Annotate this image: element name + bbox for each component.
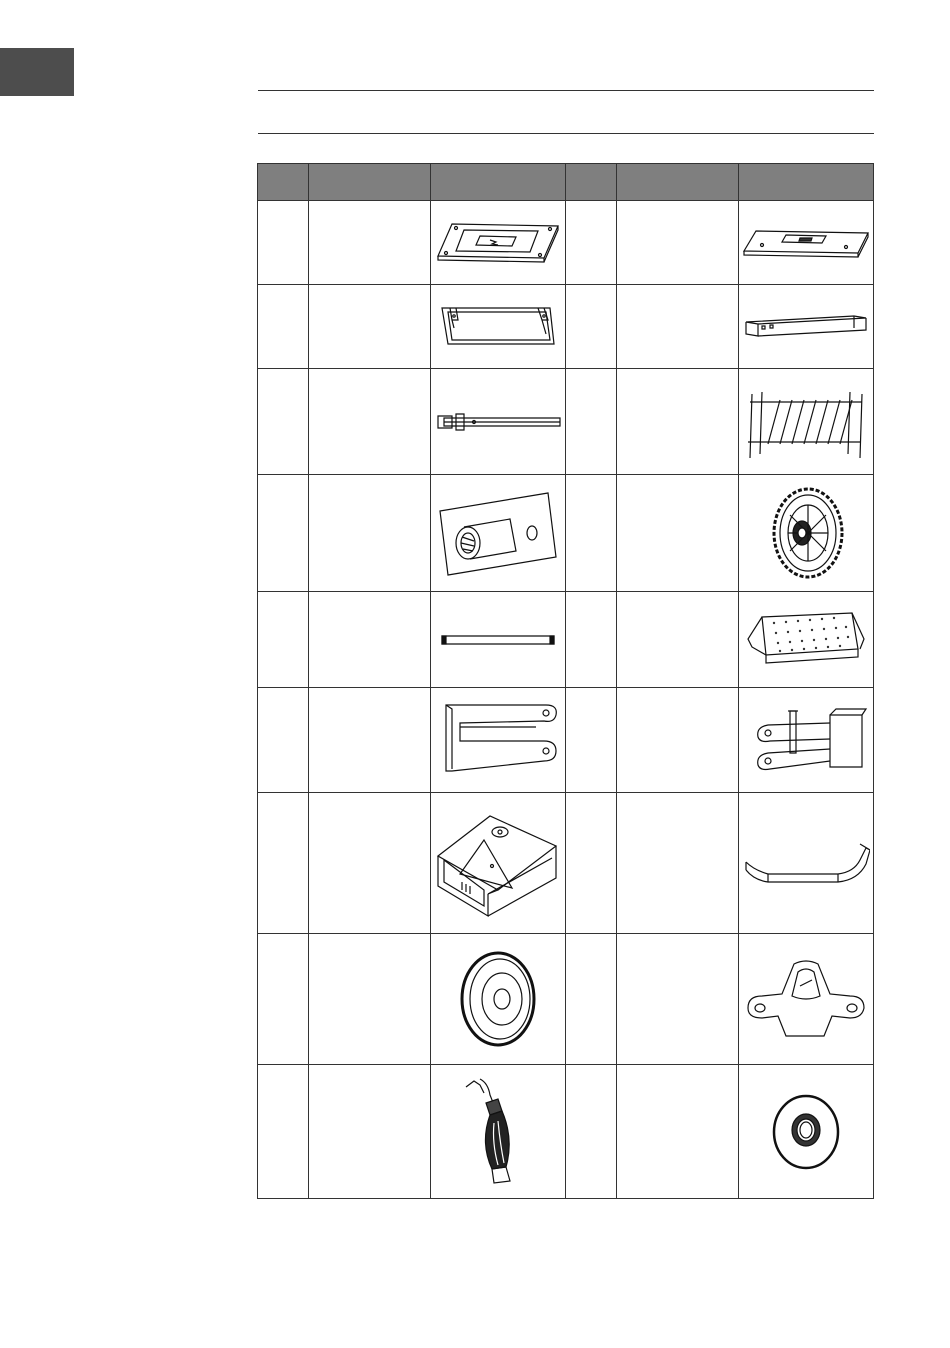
language-tab xyxy=(0,48,74,96)
part-image-cell xyxy=(431,475,566,592)
part-image-cell xyxy=(431,201,566,285)
header-no-left xyxy=(258,164,309,201)
table-row xyxy=(258,1065,874,1199)
part-image-cell xyxy=(431,793,566,934)
part-name xyxy=(309,475,431,592)
part-number xyxy=(258,592,309,688)
part-name xyxy=(309,934,431,1065)
washer-ring-icon xyxy=(770,1092,842,1172)
part-name xyxy=(617,793,739,934)
part-number xyxy=(566,1065,617,1199)
part-name xyxy=(309,201,431,285)
part-number xyxy=(566,285,617,369)
header-name-left xyxy=(309,164,431,201)
table-row xyxy=(258,285,874,369)
header-image-right xyxy=(739,164,874,201)
part-name xyxy=(309,688,431,793)
part-image-cell xyxy=(431,1065,566,1199)
part-number xyxy=(566,592,617,688)
part-number xyxy=(258,201,309,285)
part-name xyxy=(617,934,739,1065)
burner-housing-icon xyxy=(434,804,562,922)
handle-bar-icon xyxy=(742,838,870,888)
wheel-icon xyxy=(766,485,846,581)
part-number xyxy=(566,201,617,285)
mounting-clip-icon xyxy=(742,956,870,1042)
long-leg-tube-icon xyxy=(434,410,562,434)
table-row xyxy=(258,369,874,475)
part-name xyxy=(309,592,431,688)
part-image-cell xyxy=(431,285,566,369)
part-name xyxy=(617,285,739,369)
hinge-bracket-icon xyxy=(744,697,868,783)
header-name-right xyxy=(617,164,739,201)
part-number xyxy=(566,475,617,592)
part-image-cell xyxy=(739,793,874,934)
regulator-mount-plate-icon xyxy=(436,487,560,579)
table-row xyxy=(258,475,874,592)
part-number xyxy=(258,793,309,934)
part-image-cell xyxy=(739,1065,874,1199)
part-image-cell xyxy=(431,369,566,475)
parts-list-table xyxy=(257,163,874,1199)
table-row xyxy=(258,688,874,793)
round-cap-icon xyxy=(456,947,540,1051)
u-bracket-icon xyxy=(436,697,560,783)
part-image-cell xyxy=(739,285,874,369)
part-name xyxy=(309,369,431,475)
perforated-tray-icon xyxy=(742,609,870,671)
table-row xyxy=(258,793,874,934)
gas-hose-bulb-icon xyxy=(458,1073,538,1191)
table-row xyxy=(258,934,874,1065)
table-header-row xyxy=(258,164,874,201)
part-number xyxy=(258,934,309,1065)
table-row xyxy=(258,592,874,688)
part-image-cell xyxy=(431,592,566,688)
part-name xyxy=(309,285,431,369)
part-name xyxy=(617,1065,739,1199)
axle-rod-icon xyxy=(436,632,560,648)
part-number xyxy=(566,793,617,934)
part-number xyxy=(566,369,617,475)
part-number xyxy=(258,285,309,369)
title-rule-bottom xyxy=(258,133,874,134)
part-number xyxy=(258,475,309,592)
part-image-cell xyxy=(739,934,874,1065)
part-name xyxy=(617,475,739,592)
part-image-cell xyxy=(739,592,874,688)
part-image-cell xyxy=(431,934,566,1065)
part-name xyxy=(309,793,431,934)
part-image-cell xyxy=(739,475,874,592)
part-image-cell xyxy=(739,201,874,285)
part-image-cell xyxy=(739,369,874,475)
part-number xyxy=(258,1065,309,1199)
part-name xyxy=(617,369,739,475)
part-number xyxy=(566,688,617,793)
header-no-right xyxy=(566,164,617,201)
part-name xyxy=(309,1065,431,1199)
part-name xyxy=(617,688,739,793)
header-image-left xyxy=(431,164,566,201)
part-name xyxy=(617,592,739,688)
table-row xyxy=(258,201,874,285)
part-image-cell xyxy=(739,688,874,793)
side-shelf-plate-icon xyxy=(742,223,870,263)
title-rule-top xyxy=(258,90,874,91)
square-leg-tube-icon xyxy=(742,312,870,342)
part-number xyxy=(258,369,309,475)
part-image-cell xyxy=(431,688,566,793)
lower-rack-icon xyxy=(742,382,870,462)
part-number xyxy=(566,934,617,1065)
top-plate-icon xyxy=(434,218,562,268)
part-name xyxy=(617,201,739,285)
bottom-frame-icon xyxy=(438,304,558,350)
part-number xyxy=(258,688,309,793)
